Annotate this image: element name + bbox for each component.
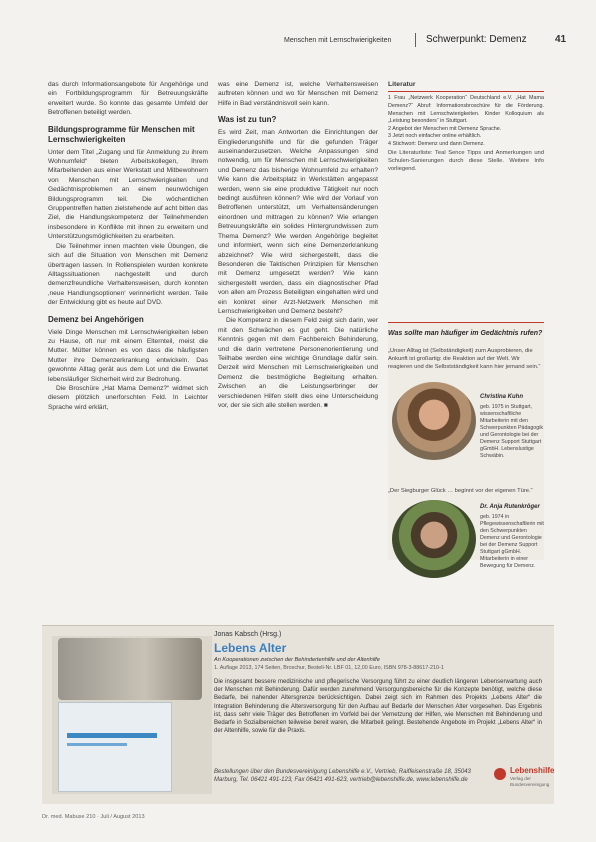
logo-name: Lebenshilfe [510,766,555,775]
paragraph: Die Broschüre „Hat Mama Demenz?“ widmet sich diesem plötzlich unerforschten Feld. In Leichter Sprache wird erklärt, [48,384,208,411]
author-name-1: Christina Kuhn [480,394,523,400]
cover-photo [58,638,202,700]
heading-bildung: Bildungsprogramme für Menschen mit Lernschwierigkeiten [48,124,195,144]
footnote: 1 Frau „Netzwerk Kooperation“ Deutschland e.V. „Hat Mama Demenz?“ Abruf: Informationsbroschüre für die Förderung. Menschen mit Lernschwierigkeiten. Kinder Kolloquium als „Leistung besonders“ in Stuttgart. [388,95,544,125]
page-footer: Dr. med. Mabuse 210 · Juli / August 2013 [42,814,145,820]
section-title: Schwerpunkt: Demenz [426,34,527,45]
book-advert [42,625,554,804]
paragraph: Die Kompetenz in diesem Feld zeigt sich darin, wer mit den Schwächen es gut geht. Die natürliche Kenntnis gegen mit dem Fachbereich Behinderung, und die darin vertretene Personenorientierung und Teilhabe werden eine wichtige Grundlage dafür sein. Derzeit wird Menschen mit Lernschwierigkeiten und Demenz die bestmögliche Begleitung erhalten. Zwischen an die Leistungserbringer der verschiedenen Hilfen stellt dies eine Unterscheidung vor, der sie sich alle stellen werden. ■ [218,317,378,409]
quote-2: „Der Siegburger Glück … beginnt vor der eigenen Türe.“ [388,488,533,494]
column-1 [48,80,208,412]
book-description: Die insgesamt bessere medizinische und pflegerische Versorgung führt zu einer deutlich längeren Lebenserwartung auch der Menschen mit Behinderung. Dafür werden zunehmend Versorgungsbereiche für die Konzepte benötigt, welche diese Bedarfe, bei nahender Altersgrenze berücksichtigen. Dabei zeigt sich im Rahmen des Projekts „Lebens Alter“ die Integration Behinderung die Altersversorgung für den Aufbau auf Bedarfe der Menschen Alter vorgesehen. Das Ergebnis ist, dass sehr viele Träger des Betroffenen im Vorfeld bei der Vernetzung der Hilfen, wie Menschen mit Behinderung und Bedarfe in Sozialbereichen teilweise bereit waren, die Mitarbeit gelingt. Bestehende Angebote im Projekt „Lebens Alter“ in der Altenhilfe, sowie für die Praxis. [214,679,542,735]
logo-tagline: Verlag der Bundesvereinigung [510,776,550,787]
book-brand [214,641,286,655]
page-header [240,33,568,49]
book-cover-image [52,636,212,794]
author-box [388,322,544,569]
heading-angehoerige: Demenz bei Angehörigen [48,314,144,324]
lebenshilfe-logo-icon [494,768,506,780]
column-3 [388,80,544,173]
book-author: Jonas Kabsch (Hrsg.) [214,631,282,638]
author-name-2: Dr. Anja Rutenkröger [480,504,540,510]
book-subtitle: An Kooperationen zwischen der Behindertenhilfe und der Altenhilfe [214,657,380,663]
footnote: 4 Stichwort: Demenz und dann Demenz. [388,140,485,147]
paragraph: Es wird Zeit, man Antworten die Einrichtungen der Eingliederungshilfe und für die gefunden Träger auseinanderzusetzen. Welche Anpassungen sind notwendig, um für Menschen mit Lernschwierigkeiten und Demenz das bisherige Wohnumfeld zu erhalten? Wie kann die Arbeitsplatz in Werkstätten angepasst werden, wenn sie eine produktive Tätigkeit nur noch bedingt ausführen können? Wie wird der Vorlauf von Betroffenen unterstützt, um Verhaltensänderungen einordnen und mittragen zu können? Wie erlangen Betreuungskräfte ein solides Hintergrundwissen zum Thema Demenz? Wie werden Angehörige begleitet und informiert, wenn sich eine Demenzerkrankung abzeichnet? Wie wird sichergestellt, dass die Besonderen die Taktischen Prinzipien für Menschen mit Demenz umgesetzt werden? Wie kann sichergestellt werden, dass ein diagnostischer Pfad von allen am Prozess Beteiligten eingehalten wird und ein konkret einer Arzt-Netzwerk Menschen mit Lernschwierigkeiten und Demenz besteht? [218,129,378,315]
order-info: Bestellungen über den Bundesvereinigung Lebenshilfe e.V., Vertrieb, Raiffeisenstraße 18, 35043 Marburg, Tel. 06421 491-123, Fax 06421 491-623, vertrieb@lebenshilfe.de, www.lebenshilfe.de [214,769,471,784]
paragraph: das durch Informationsangebote für Angehörige und ein Fortbildungsprogramm für Betreuungskräfte erweitert wurde. So konnte das gesamte Umfeld der Betroffenen beteiligt werden. [48,81,208,117]
literature-heading: Literatur [388,80,544,92]
section-label: Menschen mit Lernschwierigkeiten [284,37,392,44]
paragraph: was eine Demenz ist, welche Verhaltensweisen auftreten können und wo für Menschen mit Demenz Hilfe in Bad verständnisvoll sein kann. [218,81,378,107]
header-divider [415,33,416,47]
paragraph: Die Teilnehmer innen machten viele Übungen, die sich auf die Situation von Menschen mit Demenz übertragen lassen. In Rollenspielen wurden konkrete Alltagssituationen nachgestellt und durch demenzfreundliche Verhaltensweisen, durch konnten ‚neue Handlungsoptionen‘ verinnerlicht werden. Teile der Entwicklung gibt es heute auf DVD. [48,242,208,307]
column-2 [218,80,378,410]
author-photo-1 [392,382,476,460]
paragraph: Unter dem Titel „Zugang und für Anmeldung zu ihrem Wohnumfeld“ bieten Arbeitskollegen, Ihrem Mitarbeitenden aus einer Werkstatt und Mitbewohnern von Menschen mit Lernschwierigkeiten und Gedächtnisproblemen an einem neunwöchigen Bildungsprogramm teil. Die wöchentlichen Gruppentreffen hatten zielstehende auf acht bitten das Ziel, die Handlungskompetenz der Teilnehmenden insbesondere in Konflikte mit ihnen zu erweitern und Unterstützungsmöglichkeiten zu erarbeiten. [48,148,208,241]
author-bio-2: geb. 1974 in Pflegewissenschaftlerin mit den Schwerpunkten Demenz und Gerontologie bei der Demenz Support Stuttgart gGmbH. Mitarbeiterin in einer Bewegung für Demenz. [480,514,544,569]
literature-note: Die Literaturliste: Teal Sence Tipps und Anmerkungen und Schulen-Sanierungen durch diese Stelle. Weitere Info vorliegend. [388,149,544,172]
paragraph: Viele Dinge Menschen mit Lernschwierigkeiten leben zu Hause, oft nur mit einem Elternteil, meist die Mutter. Mütter können es von dass die häufigsten Mutter ihre Demenzerkrankung entwickeln. Das gewohnte Alltag gerät aus dem Lot und die Erwartet lebensläufiger Sicherheit wird zur Bedrohung. [48,328,208,383]
author-box-title: Was sollte man häufiger im Gedächtnis rufen? [388,322,544,338]
page-number: 41 [555,34,567,45]
cover-title-area [58,702,172,792]
cover-bar [67,743,127,746]
footnote: 2 Angebot der Menschen mit Demenz Sprache. [388,125,502,132]
book-meta: 1. Auflage 2013, 174 Seiten, Broschur, Bestell-Nr. LBF 01, 12,00 Euro, ISBN 978-3-88617-210-1 [214,665,444,671]
cover-bar [67,733,157,738]
footnote: 3 Jetzt noch einfacher online erhältlich. [388,133,482,140]
heading-was-tun: Was ist zu tun? [218,115,277,125]
quote-1: „Unser Alltag ist (Selbständigkeit) zum Ausprobieren, die Ankunft ist großartig: die Reaktion auf der Welt. Wir reagieren und die Selbstständigkeit kann hier jemand sein.“ [388,348,541,370]
brand-text: Lebens Alter [214,641,287,655]
author-photo-2 [392,500,476,578]
author-bio-1: geb. 1975 in Stuttgart, wissenschaftliche Mitarbeiterin mit den Schwerpunkten Pädagogik und Gerontologie bei der Demenz Support Stuttgart gGmbH. Lebenslustige Schwäbin. [480,404,544,459]
